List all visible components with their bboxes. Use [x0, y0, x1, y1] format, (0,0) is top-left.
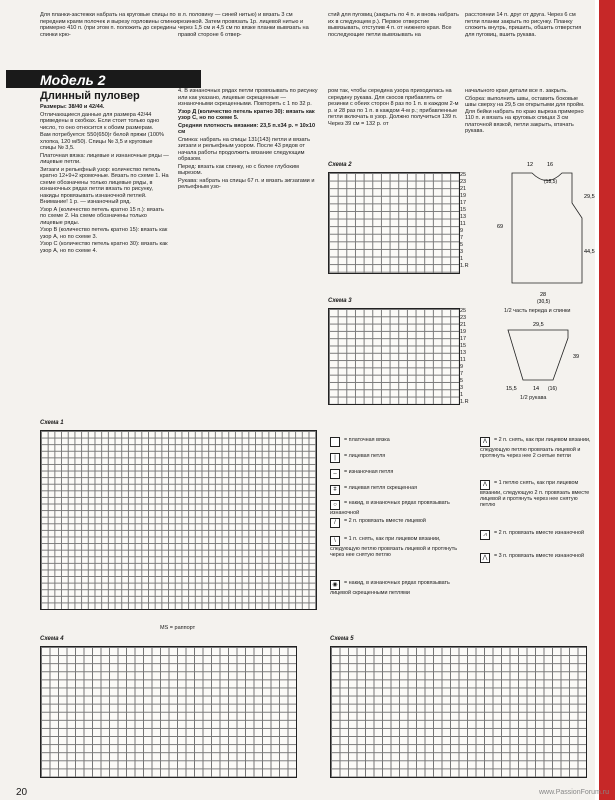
ssk-sym: \	[330, 536, 340, 546]
legend-9: Ʌ = 1 петлю снять, как при лицевом вязании, следующую 2 п. провязать вместе лицевой и протянуть через нее снятую петлю	[480, 480, 590, 508]
dim-sleeve-4: (16)	[548, 386, 557, 392]
col4-top: расстоянии 14 п. друг от друга. Через 6 см петли планки закрыть по рисунку. Планку сложить внутрь, пришить, обшить отверстия для пуговиц, вшить рукава.	[465, 12, 582, 38]
legend-1: | = лицевая петля	[330, 453, 470, 463]
dim-body-4: 69	[497, 224, 504, 230]
model-subtitle: Длинный пуловер	[40, 90, 140, 102]
col3-text: ром так, чтобы середина узора приходилась на середину рукава. Для скосов прибавлять от резинки с обеих сторон 8 раз по 1 п. в каждом 2-м р. и 28 раз по 1 п. в каждом 4-м р.; прибавленные петли включать в узор. Должно получиться 139 п. Через 39 см = 132 р. от	[328, 88, 459, 127]
scheme-4-label: Схема 4	[40, 636, 64, 642]
col3-top: стий для пуговиц (закрыть по 4 п. и вновь набрать их в следующем р.). Первое отверстие вывязывать, отступив 4 п. от нижнего края. Все последующие петли вывязывать на	[328, 12, 459, 38]
yo-twisted-sym: ◉	[330, 580, 340, 590]
twisted-sym: ǂ	[330, 485, 340, 495]
scheme-2-grid	[328, 172, 460, 274]
body-schematic	[492, 158, 595, 308]
dim-body-0: 12	[527, 162, 534, 168]
legend-2: – = изнаночная петля	[330, 469, 470, 479]
scheme-5-label: Схема 5	[330, 636, 354, 642]
purl-sym: –	[330, 469, 340, 479]
dim-body-3: 29,5	[584, 194, 595, 200]
sleeve-caption: 1/2 рукава	[520, 395, 547, 401]
intro-text: Для планки-застежки набрать на круговые спицы по передним краям полочек и вырезу горловины спинки примерно 410 п. (при этом п. положить до середины спинки крю-	[40, 12, 178, 38]
sk2p-sym: Λ	[480, 437, 490, 447]
col4-text: начального края детали все п. закрыть. Сборка: выполнить швы, оставить боковые швы сверху на 29,5 см открытыми для пройм. Для бейки набрать по краю выреза примерно 110 п. и вязать на круговых спицах 3 см платочной вязкой, петли закрыть, втачать рукава.	[465, 88, 585, 134]
sk2po-sym: Ʌ	[480, 480, 490, 490]
legend-10: ⩘ = 2 п. провязать вместе изнаночной	[480, 530, 592, 540]
legend-6: \ = 1 п. снять, как при лицевом вязании, следующую петлю провязать лицевой и протянуть через нее снятую петлю	[330, 536, 458, 558]
scheme-4-grid	[40, 646, 297, 778]
dim-body-5: 44,5	[584, 249, 595, 255]
front-caption: 1/2 часть переда и спинки	[504, 308, 571, 314]
watermark: www.PassionForum.ru	[538, 789, 609, 796]
legend-7: ◉ = накид, в изнаночных рядах провязывать лицевой скрещенными петлями	[330, 580, 450, 596]
scheme-1-label: Схема 1	[40, 420, 64, 426]
p3tog-sym: ⋀	[480, 553, 490, 563]
scheme-3-grid	[328, 308, 460, 405]
red-edge-strip	[599, 0, 615, 800]
legend-0: = платочная вязка	[330, 437, 470, 447]
knit-sym: |	[330, 453, 340, 463]
page-number: 20	[16, 787, 28, 798]
legend-3: ǂ = лицевая петля скрещенная	[330, 485, 470, 495]
scheme-5-grid	[330, 646, 587, 778]
dim-body-7: (30,5)	[537, 299, 551, 305]
scheme-3-rows: 25 23 21 19 17 15 13 11 9 7 5 3 1 1.R	[460, 308, 469, 405]
p2tog-sym: ⩘	[480, 530, 490, 540]
sleeve-schematic	[498, 318, 588, 393]
k2tog-sym: /	[330, 518, 340, 528]
dim-sleeve-0: 29,5	[533, 322, 544, 328]
col2-top: в л. половину — синей нитью) и вязать 3 см резинкой. Затем провязать 1р. лицевой нитью и через 1,5 см и 4,5 см по вязке планки вывязать на правой стороне 6 отвер-	[178, 12, 309, 38]
dim-body-1: 16	[547, 162, 554, 168]
white-edge-strip	[595, 0, 599, 800]
rapport-label: MS = раппорт	[160, 625, 196, 631]
dim-sleeve-3: 14	[533, 386, 540, 392]
model-title: Модель 2	[40, 72, 106, 88]
scheme-2-label: Схема 2	[328, 162, 352, 168]
scheme-3-label: Схема 3	[328, 298, 352, 304]
col2-text: 4. В изнаночных рядах петли провязывать по рисунку или как указано, лицевые скрещенные — изнаночными скрещенными. Повторять с 1 по 32 р. Узор Д (количество петель кратно 30): вязать как узор С, но по схеме 5. Средняя плотность вязания: 23,5 п.х34 р. = 10х10 см Спинка: набрать на спицы 131(143) петли и вязать зигзаги и рельефным узором. После 43 рядов от начала работы продолжить вязание следующим образом. Перед: вязать как спинку, но с более глубоким вырезом. Рукава: набрать на спицы 67 п. и вязать зигзагами и рельефным узо-	[178, 88, 318, 190]
scheme-2-rows: 25 23 21 19 17 15 13 11 9 7 5 3 1 1.R	[460, 172, 469, 269]
dim-body-6: 28	[540, 292, 547, 298]
dim-sleeve-1: 39	[573, 354, 580, 360]
scheme-1-grid	[40, 430, 317, 610]
legend-4: ○ = накид, в изнаночных рядах провязывать изнаночной	[330, 500, 450, 516]
dim-body-2: (18,5)	[544, 179, 558, 185]
blank-sym	[330, 437, 340, 447]
col1-text: Размеры: 38/40 и 42/44. Отличающиеся данные для размера 42/44 приведены в скобках. Если стоит только одно число, то оно относится к обоим размерам. Вам потребуется: 550(650)г белой пряжи (100% хлопка, 120 м/50). Спицы № 3,5 и круговые спицы № 3,5. Платочная вязка: лицевые и изнаночные ряды — лицевые петли. Зигзаги и рельефный узор: количество петель кратно 12+9+2 кромочные. Вязать по схеме 1. На схеме обозначены только лицевые ряды, в изнаночных рядах петли вязать по рисунку, накиды провязывать изнаночной петлей. Внимание! 1 р. — изнаночный ряд. Узор А (количество петель кратно 15 п.): вязать по схеме 2. На схеме обозначены только лицевые ряды. Узор В (количество петель кратно 15): вязать как узор А, но по схеме 3. Узор С (количество петель кратно 30): вязать как узор А, но по схеме 4.	[40, 104, 169, 254]
legend-5: / = 2 п. провязать вместе лицевой	[330, 518, 470, 528]
yo-sym: ○	[330, 500, 340, 510]
legend-8: Λ = 2 п. снять, как при лицевом вязании, следующую петлю провязать лицевой и протянуть через нее 2 снятые петли	[480, 437, 591, 459]
dim-sleeve-2: 15,5	[506, 386, 517, 392]
legend-11: ⋀ = 3 п. провязать вместе изнаночной	[480, 553, 592, 563]
